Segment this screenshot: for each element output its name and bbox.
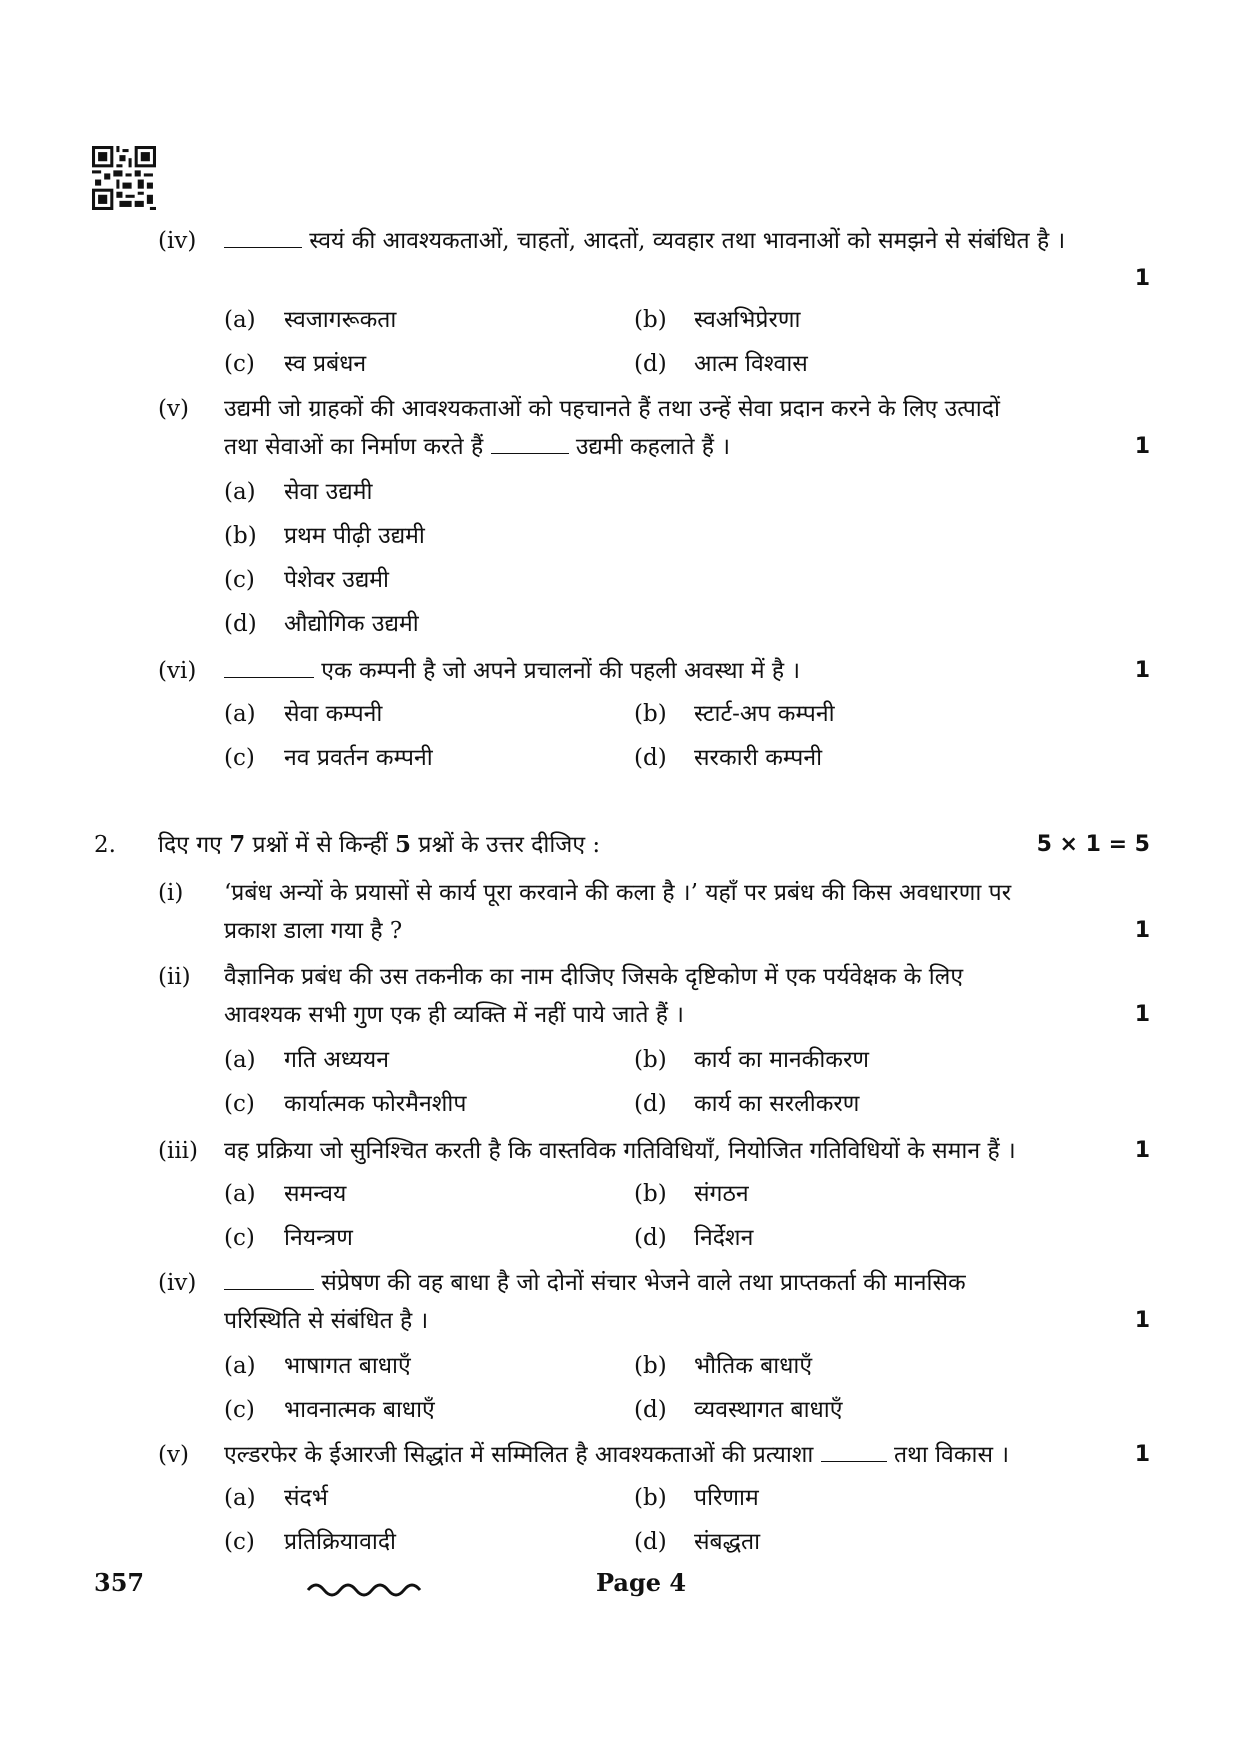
option-a: (a) स्वजागरूकता (224, 307, 397, 333)
total-marks: 5 × 1 = 5 (1036, 832, 1150, 857)
question-number: (iv) (158, 1270, 197, 1296)
question-text: ‘प्रबंध अन्यों के प्रयासों से कार्य पूरा करवाने की कला है ।’ यहाँ पर प्रबंध की किस अवधारणा पर प्रकाश डाला गया है ? (224, 880, 1012, 944)
option-b: (b) संगठन (634, 1181, 749, 1207)
question-number: (v) (158, 1442, 189, 1468)
instruction: दिए गए 7 प्रश्नों में से किन्हीं 5 प्रश्नों के उत्तर दीजिए : (158, 831, 601, 858)
option-d: (d) आत्म विश्वास (634, 351, 808, 377)
marks: 1 (1134, 918, 1150, 943)
question-text: एक कम्पनी है जो अपने प्रचालनों की पहली अवस्था में है । (224, 652, 1084, 690)
question-2-ii (0, 958, 1241, 1038)
question-text: संप्रेषण की वह बाधा है जो दोनों संचार भेजने वाले तथा प्राप्तकर्ता की मानसिक परिस्थिति से संबंधित है । (224, 1270, 966, 1334)
option-d: (d) व्यवस्थागत बाधाएँ (634, 1397, 843, 1423)
question-2-iv (0, 1264, 1241, 1344)
answer-blank (821, 1441, 887, 1462)
option-d: (d) औद्योगिक उद्यमी (224, 611, 419, 637)
question-number: 2. (94, 832, 116, 858)
marks: 1 (1134, 266, 1150, 291)
question-text: वह प्रक्रिया जो सुनिश्चित करती है कि वास्तविक गतिविधियाँ, नियोजित गतिविधियों के समान हैं । (224, 1138, 1016, 1164)
paper-code: 357 (94, 1568, 145, 1597)
wave-mark-icon (306, 1578, 422, 1598)
option-a: (a) सेवा कम्पनी (224, 701, 383, 727)
question-1-vi (0, 652, 1241, 692)
question-1-iv (0, 222, 1241, 302)
option-c: (c) भावनात्मक बाधाएँ (224, 1397, 435, 1423)
option-d: (d) सरकारी कम्पनी (634, 745, 823, 771)
answer-blank (224, 657, 314, 678)
option-a: (a) समन्वय (224, 1181, 347, 1207)
question-text: उद्यमी जो ग्राहकों की आवश्यकताओं को पहचानते हैं तथा उन्हें सेवा प्रदान करने के लिए उत्पादों तथा सेवाओं का निर्माण करते हैं उद्यमी कहलाते हैं । (224, 396, 1000, 460)
marks: 1 (1134, 1002, 1150, 1027)
question-2-i (0, 874, 1241, 954)
question-1-v (0, 390, 1241, 470)
question-2-header (0, 826, 1241, 866)
option-c: (c) नियन्त्रण (224, 1225, 353, 1251)
option-a: (a) संदर्भ (224, 1485, 328, 1511)
option-b: (b) भौतिक बाधाएँ (634, 1353, 813, 1379)
page-number: Page 4 (596, 1568, 687, 1597)
option-c: (c) नव प्रवर्तन कम्पनी (224, 745, 433, 771)
option-b: (b) प्रथम पीढ़ी उद्यमी (224, 523, 425, 549)
question-number: (v) (158, 396, 189, 422)
answer-blank (491, 433, 569, 454)
marks: 1 (1134, 1308, 1150, 1333)
question-number: (iv) (158, 228, 197, 254)
option-a: (a) सेवा उद्यमी (224, 479, 373, 505)
question-number: (ii) (158, 964, 191, 990)
option-c: (c) कार्यात्मक फोरमैनशीप (224, 1091, 467, 1117)
option-b: (b) स्टार्ट-अप कम्पनी (634, 701, 835, 727)
option-d: (d) कार्य का सरलीकरण (634, 1091, 860, 1117)
option-b: (b) परिणाम (634, 1485, 759, 1511)
option-a: (a) भाषागत बाधाएँ (224, 1353, 411, 1379)
answer-blank (224, 1269, 314, 1290)
marks: 1 (1134, 1442, 1150, 1467)
question-text: एल्डरफेर के ईआरजी सिद्धांत में सम्मिलित है आवश्यकताओं की प्रत्याशा तथा विकास । (224, 1442, 1010, 1468)
option-d: (d) संबद्धता (634, 1529, 761, 1555)
question-text: स्वयं की आवश्यकताओं, चाहतों, आदतों, व्यवहार तथा भावनाओं को समझने से संबंधित है । (224, 222, 1084, 260)
question-text: वैज्ञानिक प्रबंध की उस तकनीक का नाम दीजिए जिसके दृष्टिकोण में एक पर्यवेक्षक के लिए आवश्यक सभी गुण एक ही व्यक्ति में नहीं पाये जाते हैं । (224, 964, 964, 1028)
question-number: (iii) (158, 1138, 199, 1164)
marks: 1 (1134, 1138, 1150, 1163)
option-b: (b) स्वअभिप्रेरणा (634, 307, 801, 333)
question-number: (i) (158, 880, 184, 906)
question-2-v (0, 1436, 1241, 1476)
question-2-iii (0, 1132, 1241, 1172)
option-c: (c) प्रतिक्रियावादी (224, 1529, 396, 1555)
answer-blank (224, 227, 302, 248)
marks: 1 (1134, 434, 1150, 459)
option-a: (a) गति अध्ययन (224, 1047, 389, 1073)
option-c: (c) स्व प्रबंधन (224, 351, 367, 377)
question-number: (vi) (158, 658, 197, 684)
option-b: (b) कार्य का मानकीकरण (634, 1047, 870, 1073)
option-d: (d) निर्देशन (634, 1225, 754, 1251)
marks: 1 (1134, 658, 1150, 683)
qr-code-icon (92, 146, 156, 210)
option-c: (c) पेशेवर उद्यमी (224, 567, 390, 593)
